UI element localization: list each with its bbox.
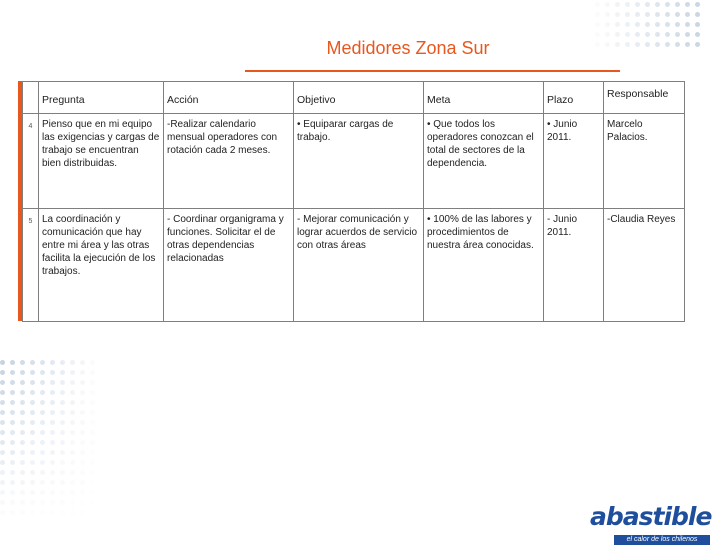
- decorative-dot: [80, 360, 85, 365]
- decorative-dot: [20, 440, 25, 445]
- decorative-dot: [685, 12, 690, 17]
- decorative-dot: [90, 430, 95, 435]
- decorative-dot: [0, 380, 5, 385]
- decorative-dot: [80, 410, 85, 415]
- decorative-dot: [60, 420, 65, 425]
- decorative-dot: [90, 480, 95, 485]
- decorative-dot: [70, 430, 75, 435]
- decorative-dot: [0, 480, 5, 485]
- cell-pregunta: La coordinación y comunicación que hay entre mi área y las otras facilita la ejecución de los trabajos.: [39, 209, 164, 322]
- decorative-dot: [70, 480, 75, 485]
- abastible-logo: [590, 502, 712, 543]
- decorative-dot: [70, 370, 75, 375]
- decorative-dot: [625, 2, 630, 7]
- decorative-dot: [0, 370, 5, 375]
- decorative-dot: [70, 390, 75, 395]
- decorative-dot: [635, 32, 640, 37]
- decorative-dot: [40, 450, 45, 455]
- decorative-dot: [90, 410, 95, 415]
- decorative-dot: [10, 420, 15, 425]
- decorative-dot: [60, 430, 65, 435]
- decorative-dot: [595, 22, 600, 27]
- decorative-dot: [0, 510, 5, 515]
- decorative-dot: [30, 510, 35, 515]
- decorative-dot: [40, 480, 45, 485]
- decorative-dot: [70, 500, 75, 505]
- decorative-dot: [10, 460, 15, 465]
- decorative-dot: [10, 500, 15, 505]
- decorative-dot: [60, 410, 65, 415]
- logo-tagline: el calor de los chilenos: [614, 535, 710, 545]
- decorative-dot: [20, 470, 25, 475]
- decorative-dot: [40, 390, 45, 395]
- cell-pregunta: Pienso que en mi equipo las exigencias y cargas de trabajo se encuentran bien distribuidas.: [39, 114, 164, 209]
- decorative-dot: [40, 370, 45, 375]
- decorative-dot: [80, 400, 85, 405]
- decorative-dot: [30, 400, 35, 405]
- decorative-dot: [90, 360, 95, 365]
- decorative-dot: [585, 2, 590, 7]
- decorative-dot: [20, 410, 25, 415]
- decorative-dot: [30, 420, 35, 425]
- decorative-dot: [70, 410, 75, 415]
- decorative-dot: [80, 390, 85, 395]
- decorative-dot: [50, 430, 55, 435]
- decorative-dot: [60, 490, 65, 495]
- decorative-dot: [50, 400, 55, 405]
- decorative-dot: [60, 500, 65, 505]
- cell-plazo: - Junio 2011.: [544, 209, 604, 322]
- decorative-dot: [595, 32, 600, 37]
- decorative-dot: [10, 400, 15, 405]
- decorative-dot: [40, 510, 45, 515]
- decorative-dot: [60, 370, 65, 375]
- header-accion: Acción: [164, 82, 294, 114]
- decorative-dot: [615, 22, 620, 27]
- decorative-dot: [30, 380, 35, 385]
- decorative-dot: [0, 450, 5, 455]
- decorative-dot: [10, 370, 15, 375]
- decorative-dot: [70, 440, 75, 445]
- decorative-dot: [0, 500, 5, 505]
- decorative-dot: [585, 22, 590, 27]
- decorative-dot: [50, 370, 55, 375]
- cell-meta: • 100% de las labores y procedimientos de nuestra área conocidas.: [424, 209, 544, 322]
- cell-accion: - Coordinar organigrama y funciones. Solicitar el de otras dependencias relacionadas: [164, 209, 294, 322]
- decorative-dot: [30, 460, 35, 465]
- decorative-dot: [40, 500, 45, 505]
- decorative-dot: [70, 510, 75, 515]
- decorative-dot: [90, 420, 95, 425]
- decorative-dot: [30, 500, 35, 505]
- decorative-dot: [60, 470, 65, 475]
- decorative-dot: [685, 32, 690, 37]
- decorative-dot: [10, 470, 15, 475]
- decorative-dot: [10, 490, 15, 495]
- decorative-dot: [40, 470, 45, 475]
- decorative-dot: [60, 390, 65, 395]
- decorative-dot: [50, 510, 55, 515]
- decorative-dot: [0, 410, 5, 415]
- decorative-dot: [70, 470, 75, 475]
- decorative-dot: [30, 410, 35, 415]
- decorative-dot: [0, 390, 5, 395]
- decorative-dot: [80, 380, 85, 385]
- decorative-dot: [655, 22, 660, 27]
- decorative-dot: [60, 480, 65, 485]
- decorative-dot: [70, 400, 75, 405]
- decorative-dot: [0, 460, 5, 465]
- logo-wordmark: abastible: [590, 502, 712, 531]
- decorative-dot: [80, 420, 85, 425]
- decorative-dot: [675, 32, 680, 37]
- decorative-dot: [90, 460, 95, 465]
- title-underline: [245, 70, 620, 72]
- decorative-dot: [595, 2, 600, 7]
- decorative-dot: [665, 22, 670, 27]
- decorative-dot: [20, 370, 25, 375]
- decorative-dot: [10, 430, 15, 435]
- decorative-dot: [695, 12, 700, 17]
- decorative-dot: [90, 440, 95, 445]
- decorative-dot: [20, 500, 25, 505]
- decorative-dot: [595, 12, 600, 17]
- header-plazo: Plazo: [544, 82, 604, 114]
- decorative-dot: [0, 400, 5, 405]
- decorative-dot: [655, 2, 660, 7]
- decorative-dot: [30, 490, 35, 495]
- cell-accion: -Realizar calendario mensual operadores con rotación cada 2 meses.: [164, 114, 294, 209]
- decorative-dot: [60, 400, 65, 405]
- decorative-dot: [90, 400, 95, 405]
- decorative-dot: [655, 12, 660, 17]
- decorative-dot: [50, 450, 55, 455]
- decorative-dot: [80, 450, 85, 455]
- decorative-dot: [70, 360, 75, 365]
- decorative-dot: [675, 22, 680, 27]
- decorative-dot: [10, 440, 15, 445]
- decorative-dot: [60, 360, 65, 365]
- decorative-dot: [70, 450, 75, 455]
- decorative-dot: [60, 440, 65, 445]
- decorative-dot: [675, 12, 680, 17]
- decorative-dot: [40, 440, 45, 445]
- decorative-dot: [30, 370, 35, 375]
- decorative-dot: [90, 510, 95, 515]
- decorative-dot-grid-bottom: [0, 360, 95, 515]
- cell-responsable: -Claudia Reyes: [604, 209, 685, 322]
- decorative-dot: [70, 490, 75, 495]
- decorative-dot: [695, 22, 700, 27]
- decorative-dot: [585, 32, 590, 37]
- decorative-dot: [50, 480, 55, 485]
- decorative-dot: [655, 32, 660, 37]
- header-num: [23, 82, 39, 114]
- decorative-dot: [80, 490, 85, 495]
- decorative-dot: [90, 470, 95, 475]
- decorative-dot: [625, 22, 630, 27]
- decorative-dot: [50, 420, 55, 425]
- header-meta: Meta: [424, 82, 544, 114]
- decorative-dot: [60, 450, 65, 455]
- decorative-dot: [40, 410, 45, 415]
- decorative-dot: [30, 450, 35, 455]
- row-number: 4: [23, 114, 39, 209]
- decorative-dot: [615, 2, 620, 7]
- decorative-dot: [685, 22, 690, 27]
- decorative-dot: [60, 460, 65, 465]
- decorative-dot: [80, 440, 85, 445]
- decorative-dot: [80, 510, 85, 515]
- decorative-dot: [20, 510, 25, 515]
- cell-objetivo: • Equiparar cargas de trabajo.: [294, 114, 424, 209]
- decorative-dot: [20, 480, 25, 485]
- decorative-dot: [50, 500, 55, 505]
- decorative-dot: [80, 480, 85, 485]
- decorative-dot: [10, 390, 15, 395]
- decorative-dot: [605, 32, 610, 37]
- header-responsable: Responsable: [604, 82, 685, 114]
- cell-meta: • Que todos los operadores conozcan el total de sectores de la dependencia.: [424, 114, 544, 209]
- decorative-dot: [645, 2, 650, 7]
- decorative-dot: [685, 2, 690, 7]
- decorative-dot: [40, 460, 45, 465]
- decorative-dot: [0, 440, 5, 445]
- decorative-dot: [60, 380, 65, 385]
- decorative-dot: [10, 480, 15, 485]
- cell-responsable: Marcelo Palacios.: [604, 114, 685, 209]
- decorative-dot: [80, 470, 85, 475]
- table-row: [23, 114, 685, 209]
- decorative-dot: [695, 2, 700, 7]
- decorative-dot: [635, 2, 640, 7]
- decorative-dot: [20, 490, 25, 495]
- decorative-dot: [10, 360, 15, 365]
- decorative-dot: [645, 22, 650, 27]
- decorative-dot: [50, 360, 55, 365]
- decorative-dot: [635, 22, 640, 27]
- decorative-dot: [665, 32, 670, 37]
- row-number: 5: [23, 209, 39, 322]
- decorative-dot: [645, 32, 650, 37]
- decorative-dot: [60, 510, 65, 515]
- decorative-dot: [90, 450, 95, 455]
- decorative-dot: [70, 380, 75, 385]
- decorative-dot: [40, 360, 45, 365]
- decorative-dot: [90, 490, 95, 495]
- decorative-dot: [585, 12, 590, 17]
- decorative-dot: [40, 490, 45, 495]
- decorative-dot: [10, 410, 15, 415]
- slide-title: Medidores Zona Sur: [326, 38, 490, 58]
- decorative-dot: [30, 440, 35, 445]
- decorative-dot: [40, 430, 45, 435]
- decorative-dot: [30, 480, 35, 485]
- decorative-dot: [20, 400, 25, 405]
- decorative-dot: [40, 380, 45, 385]
- decorative-dot: [625, 32, 630, 37]
- decorative-dot: [90, 380, 95, 385]
- decorative-dot: [0, 490, 5, 495]
- table-header-row: [23, 82, 685, 114]
- decorative-dot: [80, 370, 85, 375]
- decorative-dot: [615, 32, 620, 37]
- decorative-dot: [20, 430, 25, 435]
- decorative-dot: [10, 450, 15, 455]
- decorative-dot: [30, 470, 35, 475]
- decorative-dot: [20, 360, 25, 365]
- decorative-dot: [665, 12, 670, 17]
- decorative-dot: [80, 500, 85, 505]
- decorative-dot: [0, 430, 5, 435]
- decorative-dot: [50, 380, 55, 385]
- decorative-dot: [90, 370, 95, 375]
- decorative-dot: [695, 32, 700, 37]
- decorative-dot: [90, 390, 95, 395]
- decorative-dot: [70, 420, 75, 425]
- action-plan-table: [22, 81, 685, 322]
- decorative-dot: [605, 12, 610, 17]
- table-row: [23, 209, 685, 322]
- cell-objetivo: - Mejorar comunicación y lograr acuerdos de servicio con otras áreas: [294, 209, 424, 322]
- decorative-dot: [20, 460, 25, 465]
- decorative-dot: [40, 400, 45, 405]
- decorative-dot: [20, 390, 25, 395]
- decorative-dot: [50, 470, 55, 475]
- decorative-dot: [0, 420, 5, 425]
- decorative-dot: [635, 12, 640, 17]
- decorative-dot: [10, 380, 15, 385]
- decorative-dot: [605, 22, 610, 27]
- decorative-dot: [40, 420, 45, 425]
- header-objetivo: Objetivo: [294, 82, 424, 114]
- cell-plazo: • Junio 2011.: [544, 114, 604, 209]
- decorative-dot: [0, 360, 5, 365]
- decorative-dot: [50, 460, 55, 465]
- decorative-dot: [50, 390, 55, 395]
- decorative-dot: [50, 410, 55, 415]
- decorative-dot: [80, 430, 85, 435]
- decorative-dot: [20, 450, 25, 455]
- decorative-dot: [50, 440, 55, 445]
- decorative-dot: [70, 460, 75, 465]
- decorative-dot: [30, 390, 35, 395]
- decorative-dot: [90, 500, 95, 505]
- decorative-dot: [20, 420, 25, 425]
- decorative-dot: [30, 430, 35, 435]
- decorative-dot: [80, 460, 85, 465]
- decorative-dot: [20, 380, 25, 385]
- decorative-dot: [675, 2, 680, 7]
- header-pregunta: Pregunta: [39, 82, 164, 114]
- decorative-dot: [665, 2, 670, 7]
- decorative-dot: [625, 12, 630, 17]
- decorative-dot: [30, 360, 35, 365]
- decorative-dot: [645, 12, 650, 17]
- decorative-dot: [10, 510, 15, 515]
- decorative-dot: [605, 2, 610, 7]
- decorative-dot: [50, 490, 55, 495]
- decorative-dot: [615, 12, 620, 17]
- decorative-dot: [0, 470, 5, 475]
